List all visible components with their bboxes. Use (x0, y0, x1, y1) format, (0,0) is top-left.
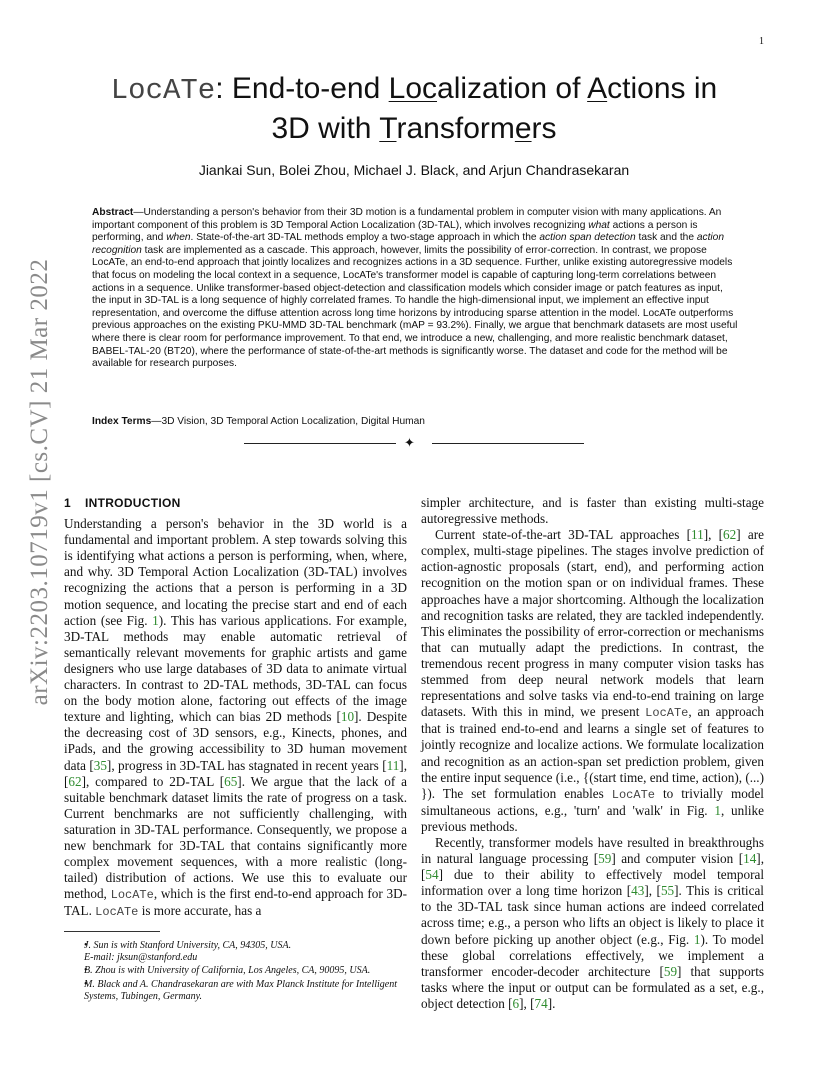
footnote-item: • M. Black and A. Chandrasekaran are with Max Planck Institute for Intelligent Systems, Tubingen, Germany. (84, 979, 407, 1003)
citation-link[interactable]: 65 (224, 773, 238, 789)
citation-link[interactable]: 74 (534, 995, 548, 1011)
citation-link[interactable]: 43 (631, 883, 645, 899)
right-column (421, 495, 764, 1012)
citation-link[interactable]: 62 (68, 773, 82, 789)
method-name: LocATe (110, 888, 154, 903)
body-paragraph: Current state-of-the-art 3D-TAL approaches [11], [62] are complex, multi-stage pipelines. The stages involve prediction of action-agnostic proposals (start, end), and performing action recognition on the motion span or on individual frames. These approaches have a major shortcoming. Although the localization and recognition tasks are related, they are tackled independently. This eliminates the possibility of error-correction or mechanisms that can mutually adapt the predictions. In contrast, the tremendous recent progress in many computer vision tasks has stemmed from deep neural network models that learn representations and solve tasks via end-to-end training on large datasets. With this in mind, we present LocATe, an approach that is trained end-to-end and learns a single set of features to jointly recognize and localize actions. We formulate localization and recognition as an action-span set prediction problem, given the entire input sequence (i.e., {(start time, end time, action), (...) }). The set formulation enables LocATe to trivially model simultaneous actions, e.g., 'turn' and 'walk' in Fig. 1, unlike previous methods. (421, 527, 765, 834)
divider-diamond-icon: ✦ (404, 435, 415, 450)
method-name: LocATe (110, 74, 216, 107)
citation-link[interactable]: 59 (598, 851, 612, 867)
divider-line-left (244, 443, 396, 444)
citation-link[interactable]: 55 (660, 883, 675, 899)
footnotes (64, 940, 407, 1004)
citation-link[interactable]: 54 (425, 867, 439, 883)
figure-link[interactable]: 1 (693, 931, 701, 947)
figure-link[interactable]: 1 (152, 612, 159, 628)
footnote-rule (64, 931, 160, 932)
body-paragraph: Recently, transformer models have resulted in breakthroughs in natural language processing [59] and computer vision [14], [54] due to their ability to effectively model temporal information over a long time horizon [43], [55]. This is critical to the 3D-TAL task since human actions are indeed correlated across time; e.g., a person who lifts an object is likely to place it down before picking up another object (e.g., Fig. 1). To model these global correlations effectively, we implement a transformer encoder-decoder architecture [59] that supports tasks where the input or output can be formulated as a set, e.g., object detection [6], [74]. (421, 834, 765, 1011)
left-column (64, 495, 407, 920)
citation-link[interactable]: 62 (723, 527, 737, 543)
arxiv-identifier[interactable]: arXiv:2203.10719v1 [cs.CV] 21 Mar 2022 (26, 258, 53, 706)
section-divider (244, 435, 584, 450)
abstract-label: Abstract (92, 207, 134, 218)
abstract: Abstract—Understanding a person's behavior from their 3D motion is a fundamental problem in computer vision with many applications. An important component of this problem is 3D Temporal Action Localization (3D-TAL), which involves recognizing what actions a person is performing, and when. State-of-the-art 3D-TAL methods employ a two-stage approach in which the action span detection task and the action recognition task are implemented as a cascade. This approach, however, limits the possibility of error-correction. In contrast, we propose LocATe, an end-to-end approach that jointly localizes and recognizes actions in a 3D sequence. Further, unlike existing autoregressive models that focus on modeling the local context in a sequence, LocATe's transformer model is capable of capturing long-term correlations between actions in a sequence. Unlike transformer-based object-detection and classification models which consider image or patch features as input, the input in 3D-TAL is a long sequence of highly correlated frames. To handle the high-dimensional input, we implement an effective input representation, and overcome the diffuse attention across long time horizons by introducing sparse attention in the model. LocATe outperforms previous approaches on the existing PKU-MMD 3D-TAL benchmark (mAP = 93.2%). Finally, we argue that benchmark datasets are most useful where there is clear room for performance improvement. To that end, we introduce a new, challenging, and more realistic benchmark dataset, BABEL-TAL-20 (BT20), where the performance of state-of-the-art methods is significantly worse. The dataset and code for the method will be available for research purposes. (92, 207, 738, 370)
paper-title: LocATe: End-to-end Localization of Actions in 3D with Transformers (110, 72, 718, 145)
section-heading: 1 INTRODUCTION (64, 496, 181, 510)
footnote-item: • B. Zhou is with University of California, Los Angeles, CA, 90095, USA. (84, 965, 407, 977)
index-terms-label: Index Terms (92, 416, 152, 427)
citation-link[interactable]: 10 (340, 709, 355, 725)
figure-link[interactable]: 1 (714, 802, 721, 818)
method-name: LocATe (611, 787, 655, 802)
intro-paragraph: Understanding a person's behavior in the 3D world is a fundamental and important problem. A step towards solving this is identifying what actions a person is performing, when, where, and why. 3D Temporal Action Localization (3D-TAL) involves recognizing the actions that a person is performing in a 3D motion sequence, and locating the precise start and end of each action (see Fig. 1). This has various applications. For example, 3D-TAL methods may enable automatic retrieval of semantically relevant movements for graphic artists and game designers who use large databases of 3D data to animate virtual characters. In contrast to 2D-TAL methods, 3D-TAL can focus on the body motion alone, factoring out effects of the image texture and lighting, which can bias 2D methods [10]. Despite the decreasing cost of 3D sensors, e.g., Kinects, phones, and iPads, and the growing accessibility to 3D human movement data [35], progress in 3D-TAL has stagnated in recent years [11], [62], compared to 2D-TAL [65]. We argue that the lack of a suitable benchmark dataset limits the rate of progress on a task. Current benchmarks are not sufficiently challenging, with saturation in 3D-TAL performance. Consequently, we propose a new benchmark for 3D-TAL that contains significantly more complex movement sequences, with a more realistic (long-tailed) distribution of actions. We use this to evaluate our method, LocATe, which is the first end-to-end approach for 3D-TAL. LocATe is more accurate, has a (64, 516, 408, 920)
citation-link[interactable]: 11 (690, 527, 704, 543)
author-list: Jiankai Sun, Bolei Zhou, Michael J. Black, and Arjun Chandrasekaran (198, 162, 630, 178)
citation-link[interactable]: 35 (93, 757, 107, 773)
citation-link[interactable]: 59 (663, 963, 678, 979)
citation-link[interactable]: 6 (512, 995, 520, 1011)
page-number: 1 (759, 36, 764, 47)
divider-line-right (432, 443, 584, 444)
method-name: LocATe (645, 706, 689, 721)
method-name: LocATe (95, 905, 139, 920)
citation-link[interactable]: 11 (386, 757, 400, 773)
body-paragraph: simpler architecture, and is faster than existing multi-stage autoregressive methods. (421, 495, 764, 527)
index-terms: Index Terms—3D Vision, 3D Temporal Action Localization, Digital Human (92, 416, 425, 427)
citation-link[interactable]: 14 (743, 851, 757, 867)
footnote-item: • J. Sun is with Stanford University, CA, 94305, USA. E-mail: jksun@stanford.edu (84, 940, 407, 964)
